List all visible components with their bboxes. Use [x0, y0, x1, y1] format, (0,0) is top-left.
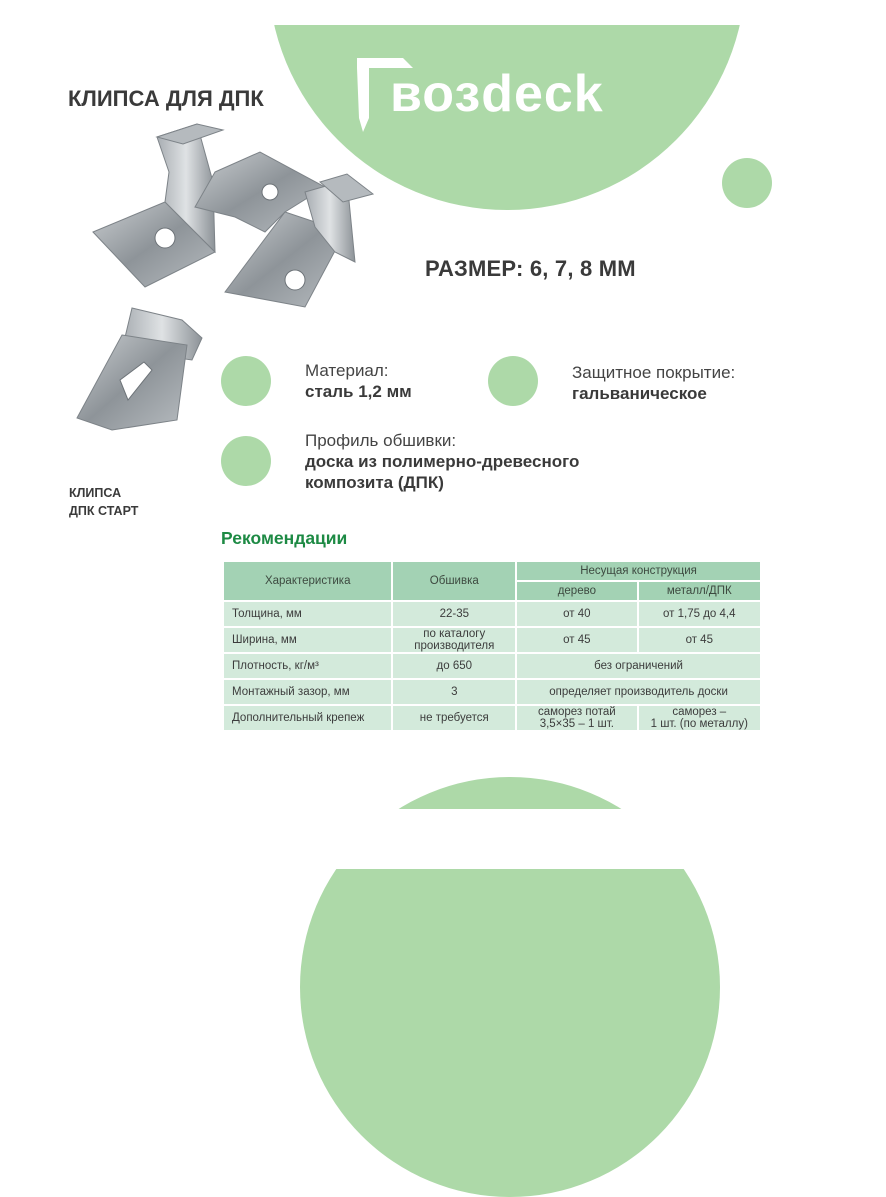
- start-clip-title: [69, 484, 189, 520]
- feature-label: Профиль обшивки:: [305, 431, 457, 450]
- cell-name: Толщина, мм: [223, 601, 392, 627]
- decorative-dot: [722, 158, 772, 208]
- cell-cladding: [392, 627, 516, 653]
- feature-material: [305, 360, 412, 402]
- size-label: РАЗМЕР: 6, 7, 8 ММ: [425, 256, 636, 281]
- cell-structure-merged: без ограничений: [516, 653, 761, 679]
- cell-name: Плотность, кг/м³: [223, 653, 392, 679]
- feature-value-line2: композита (ДПК): [305, 473, 444, 492]
- cell-name: Ширина, мм: [223, 627, 392, 653]
- logo-text: возdeck: [390, 65, 604, 123]
- brand-logo: [355, 56, 655, 132]
- feature-label: Материал:: [305, 361, 389, 380]
- cell-cladding: 22-35: [392, 601, 516, 627]
- feature-bullet-icon: [488, 356, 538, 406]
- table-row: [223, 705, 761, 731]
- clip-image: [85, 112, 375, 312]
- cell-line: производителя: [414, 640, 495, 652]
- cell-metal: [638, 705, 761, 731]
- cell-line: по каталогу: [423, 628, 486, 640]
- cell-metal: от 45: [638, 627, 761, 653]
- header-wood: дерево: [516, 581, 637, 601]
- cell-wood: от 45: [516, 627, 637, 653]
- feature-value-line1: доска из полимерно-древесного: [305, 452, 580, 471]
- header-structure: Несущая конструкция: [516, 561, 761, 581]
- cell-line: саморез –: [672, 706, 727, 718]
- table-row: [223, 653, 761, 679]
- cell-line: 3,5×35 – 1 шт.: [539, 718, 614, 730]
- feature-coating: [572, 362, 735, 404]
- feature-label: Защитное покрытие:: [572, 363, 736, 382]
- product-title: КЛИПСА ДЛЯ ДПК: [68, 86, 264, 111]
- cell-cladding: до 650: [392, 653, 516, 679]
- cell-wood: [516, 705, 637, 731]
- cell-name: Монтажный зазор, мм: [223, 679, 392, 705]
- feature-profile: [305, 430, 579, 493]
- start-title-line1: КЛИПСА: [69, 486, 122, 500]
- cell-wood: от 40: [516, 601, 637, 627]
- cell-line: 1 шт. (по металлу): [650, 718, 748, 730]
- cell-line: саморез потай: [537, 706, 616, 718]
- feature-value: сталь 1,2 мм: [305, 382, 412, 401]
- cell-name: Дополнительный крепеж: [223, 705, 392, 731]
- table-row: [223, 601, 761, 627]
- cell-cladding: не требуется: [392, 705, 516, 731]
- bottom-margin: [0, 809, 886, 869]
- header-metal: металл/ДПК: [638, 581, 761, 601]
- cell-structure-merged: определяет производитель доски: [516, 679, 761, 705]
- table-row: [223, 679, 761, 705]
- recommendations-table: [222, 560, 762, 732]
- cell-metal: от 1,75 до 4,4: [638, 601, 761, 627]
- header-characteristic: Характеристика: [223, 561, 392, 601]
- table-header-row: [223, 561, 761, 581]
- start-title-line2: ДПК СТАРТ: [69, 504, 139, 518]
- start-clip-image: [72, 300, 212, 435]
- cell-cladding: 3: [392, 679, 516, 705]
- feature-bullet-icon: [221, 356, 271, 406]
- recommendations-title: Рекомендации: [221, 528, 348, 548]
- feature-value: гальваническое: [572, 384, 707, 403]
- top-margin: [0, 0, 886, 25]
- header-cladding: Обшивка: [392, 561, 516, 601]
- table-row: [223, 627, 761, 653]
- feature-bullet-icon: [221, 436, 271, 486]
